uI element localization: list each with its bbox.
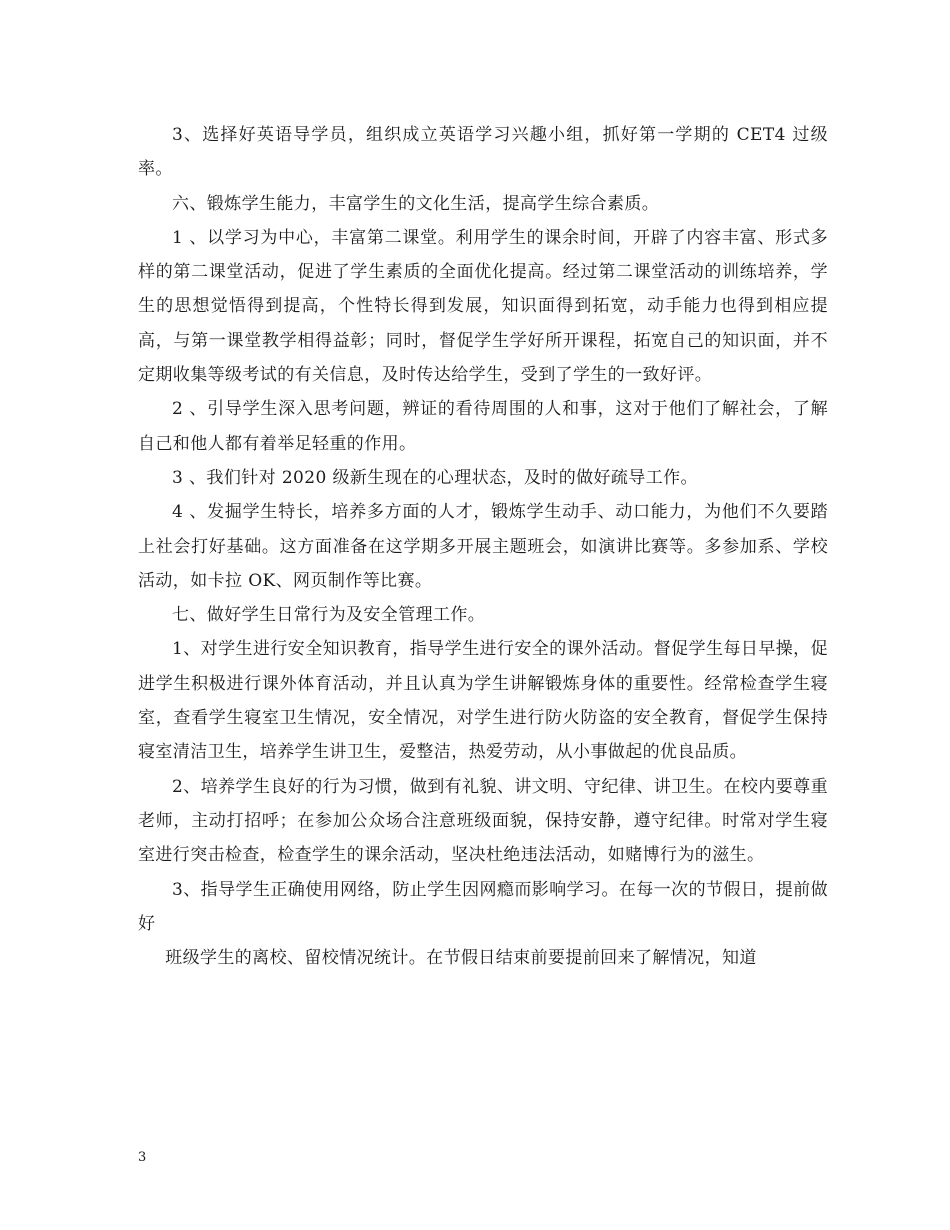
section-heading-six: 六、锻炼学生能力，丰富学生的文化生活，提高学生综合素质。	[172, 193, 660, 214]
paragraph-internet-use: 3、指导学生正确使用网络，防止学生因网瘾而影响学习。在每一次的节假日，提前做好	[138, 879, 828, 934]
paragraph-safety-education: 1、对学生进行安全知识教育，指导学生进行安全的课外活动。督促学生每日早操，促进学生积极进行课外体育活动，并且认真为学生讲解锻炼身体的重要性。经常检查学生寝室，查看学生寝室卫生情况，安全情况，对学生进行防火防盗的安全教育，督促学生保持寝室清洁卫生，培养学生讲卫生，爱整洁，热爱劳动，从小事做起的优良品质。	[138, 639, 828, 763]
paragraph-discover-talents: 4 、发掘学生特长，培养多方面的人才，锻炼学生动手、动口能力，为他们不久要踏上社会打好基础。这方面准备在这学期多开展主题班会，如演讲比赛等。多参加系、学校活动，如卡拉 OK、网页制作等比赛。	[138, 502, 828, 591]
paragraph-holiday-statistics: 班级学生的离校、留校情况统计。在节假日结束前要提前回来了解情况，知道	[165, 948, 757, 969]
paragraph-freshmen-counseling: 3 、我们针对 2020 级新生现在的心理状态，及时的做好疏导工作。	[172, 467, 698, 488]
paragraph-english-tutors: 3、选择好英语导学员，组织成立英语学习兴趣小组，抓好第一学期的 CET4 过级率。	[138, 125, 828, 180]
page-number: 3	[138, 1150, 147, 1165]
paragraph-second-classroom: 1 、以学习为中心，丰富第二课堂。利用学生的课余时间，开辟了内容丰富、形式多样的第二课堂活动，促进了学生素质的全面优化提高。经过第二课堂活动的训练培养，学生的思想觉悟得到提高，个性特长得到发展，知识面得到拓宽，动手能力也得到相应提高，与第一课堂教学相得益彰；同时，督促学生学好所开课程，拓宽自己的知识面，并不定期收集等级考试的有关信息，及时传达给学生，受到了学生的一致好评。	[138, 227, 828, 386]
paragraph-good-habits: 2、培养学生良好的行为习惯，做到有礼貌、讲文明、守纪律、讲卫生。在校内要尊重老师，主动打招呼；在参加公众场合注意班级面貌，保持安静，遵守纪律。时常对学生寝室进行突击检查，检查学生的课余活动，坚决杜绝违法活动，如赌博行为的滋生。	[138, 776, 828, 866]
section-heading-seven: 七、做好学生日常行为及安全管理工作。	[172, 605, 486, 626]
document-body	[138, 118, 828, 975]
paragraph-guide-thinking: 2 、引导学生深入思考问题，辨证的看待周围的人和事，这对于他们了解社会，了解自己和他人都有着举足轻重的作用。	[138, 399, 828, 454]
